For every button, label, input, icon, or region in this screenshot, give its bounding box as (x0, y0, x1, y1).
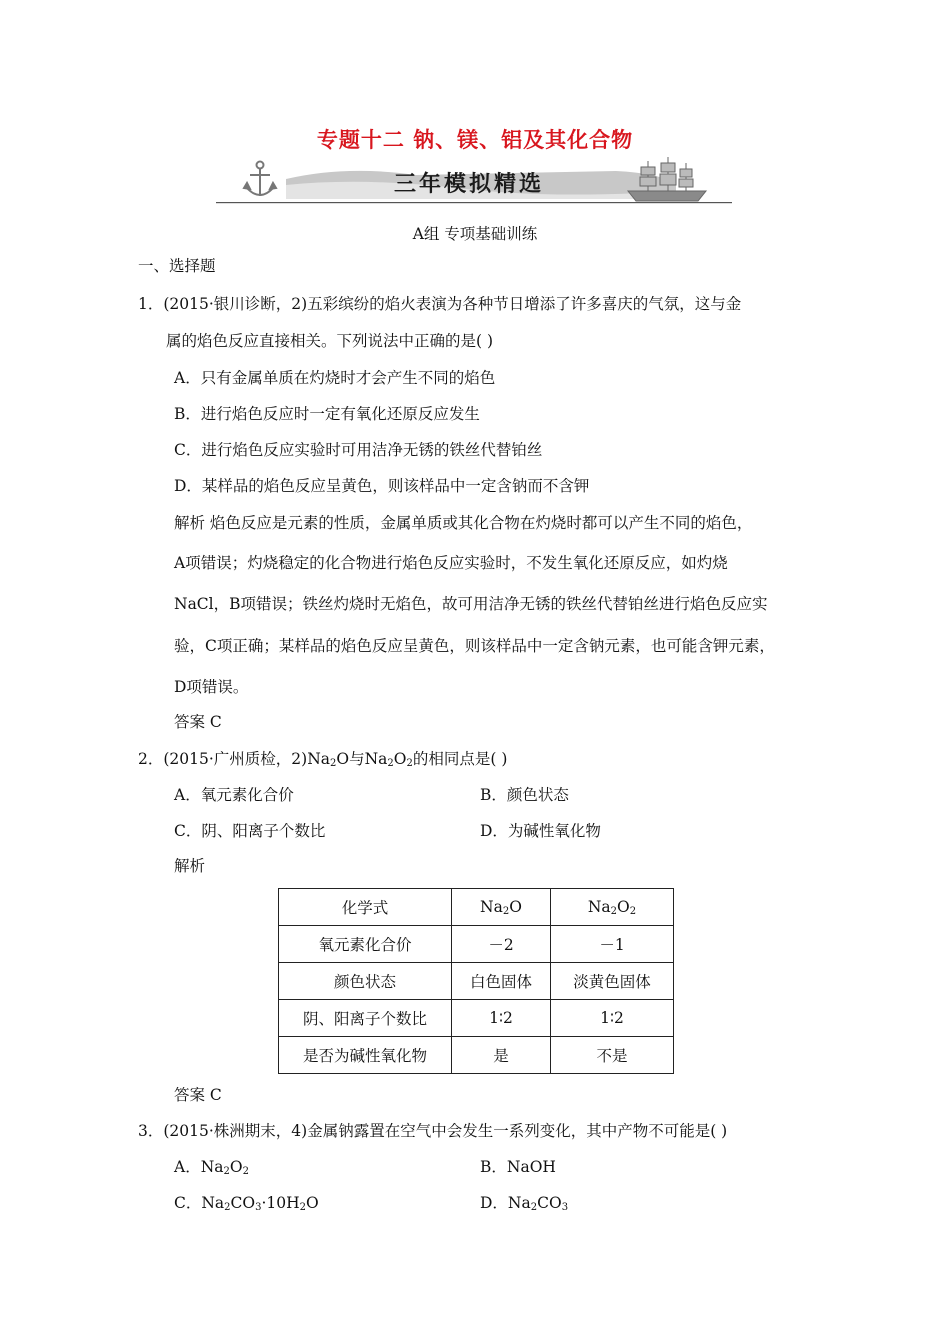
comparison-table (278, 888, 674, 1074)
q1-analysis-line1: 解析 焰色反应是元素的性质，金属单质或其化合物在灼烧时都可以产生不同的焰色， (174, 514, 753, 532)
q1-option-b: B．进行焰色反应时一定有氧化还原反应发生 (174, 405, 480, 423)
q3-option-c: C．$Na_2CO_3\cdot 10H_2O$ (174, 1194, 319, 1213)
table-row (279, 926, 674, 963)
q2-option-a: A．氧元素化合价 (174, 786, 294, 804)
table-cell: 是否为碱性氧化物 (279, 1037, 452, 1074)
table-header-cell: $Na_2O_2$ (551, 889, 674, 926)
q2-stem: 2．(2015·广州质检，$2)Na_2O$与$Na_2O_2$的相同点是( ) (138, 750, 508, 769)
table-cell: 1∶2 (551, 1000, 674, 1037)
q3-stem: 3．(2015·株洲期末，4)金属钠露置在空气中会发生一系列变化，其中产物不可能是( ) (138, 1122, 728, 1140)
q3-option-d: D．$Na_2CO_3$ (480, 1194, 569, 1213)
q1-option-c: C．进行焰色反应实验时可用洁净无锈的铁丝代替铂丝 (174, 441, 543, 459)
q1-stem-line2: 属的焰色反应直接相关。下列说法中正确的是( ) (166, 332, 494, 350)
q1-answer: 答案 C (174, 713, 222, 731)
q2-option-d: D．为碱性氧化物 (480, 822, 601, 840)
section-banner (216, 155, 732, 205)
ship-icon (628, 157, 706, 201)
table-row (279, 1000, 674, 1037)
q2-option-c: C．阴、阳离子个数比 (174, 822, 326, 840)
q1-option-d: D．某样品的焰色反应呈黄色，则该样品中一定含钠而不含钾 (174, 477, 590, 495)
table-cell: 不是 (551, 1037, 674, 1074)
section-heading: 一、选择题 (138, 257, 216, 275)
table-cell: －1 (551, 926, 674, 963)
group-heading: A组 专项基础训练 (412, 225, 538, 243)
q1-option-a: A．只有金属单质在灼烧时才会产生不同的焰色 (174, 369, 496, 387)
q2-answer: 答案 C (174, 1086, 222, 1104)
table-header-cell: 化学式 (279, 889, 452, 926)
table-row (279, 963, 674, 1000)
anchor-icon (244, 162, 276, 197)
banner-text: 三年模拟精选 (394, 172, 545, 197)
q3-option-b: B．NaOH (480, 1158, 556, 1176)
table-cell: －2 (452, 926, 551, 963)
table-cell: 氧元素化合价 (279, 926, 452, 963)
q1-analysis-line5: D项错误。 (174, 678, 249, 696)
table-cell: 颜色状态 (279, 963, 452, 1000)
table-header-cell: $Na_2O$ (452, 889, 551, 926)
q3-option-a: A．$Na_2O_2$ (174, 1158, 249, 1177)
table-cell: 淡黄色固体 (551, 963, 674, 1000)
table-cell: 是 (452, 1037, 551, 1074)
page-title: 专题十二 钠、镁、铝及其化合物 (316, 128, 634, 152)
table-row (279, 889, 674, 926)
q2-analysis-label: 解析 (174, 857, 206, 875)
q1-analysis-line3: NaCl，B项错误；铁丝灼烧时无焰色，故可用洁净无锈的铁丝代替铂丝进行焰色反应实 (174, 595, 768, 613)
q1-analysis-line2: A项错误；灼烧稳定的化合物进行焰色反应实验时，不发生氧化还原反应，如灼烧 (174, 554, 728, 572)
table-cell: 白色固体 (452, 963, 551, 1000)
table-cell: 1∶2 (452, 1000, 551, 1037)
q2-option-b: B．颜色状态 (480, 786, 569, 804)
q1-stem-line1: 1．(2015·银川诊断，2)五彩缤纷的焰火表演为各种节日增添了许多喜庆的气氛，这与金 (138, 295, 742, 313)
table-cell: 阴、阳离子个数比 (279, 1000, 452, 1037)
table-row (279, 1037, 674, 1074)
q1-analysis-line4: 验，C项正确；某样品的焰色反应呈黄色，则该样品中一定含钠元素，也可能含钾元素， (174, 637, 775, 655)
